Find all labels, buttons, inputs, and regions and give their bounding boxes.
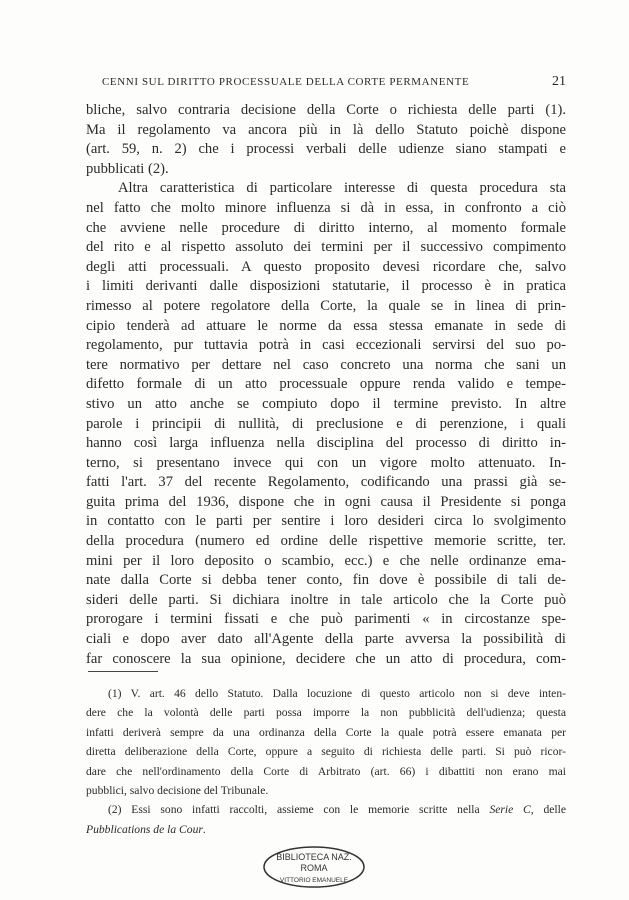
stamp-line2: ROMA [300, 863, 328, 873]
footnote-italic: Serie C, [489, 803, 534, 817]
footnote-1 [86, 684, 566, 800]
text-line: tere normativo per dettare nel caso concreto una norma che sani un [86, 356, 566, 373]
text-line: terno, si presentano invece qui con un vigore molto attenuato. In- [86, 454, 566, 471]
text-line: degli atti processuali. A questo proposito devesi ricordare che, salvo [86, 258, 566, 275]
text-line: del rito e al rispetto assoluto dei termini per il successivo compimento [86, 239, 566, 256]
text-line: sideri delle parti. Si dichiara inoltre in tale articolo che la Corte può [86, 591, 566, 608]
text-line: parole i principii di nullità, di preclusione e di perenzione, i quali [86, 415, 566, 432]
text-line: rimesso al potere regolatore della Corte, la quale se in linea di prin- [86, 297, 566, 314]
footnote-line: infatti deriverà sempre da una ordinanza della Corte la quale potrà essere emanata per [86, 725, 566, 739]
page-number: 21 [552, 74, 566, 89]
footnote-line [86, 800, 566, 819]
footnote-text: delle [533, 803, 566, 817]
text-line: Altra caratteristica di particolare interesse di questa procedura sta [118, 180, 566, 197]
stamp-line3: VITTORIO EMANUELE [279, 877, 349, 884]
footnote-separator [88, 671, 158, 672]
footnote-2 [86, 800, 566, 839]
footnote-line: diretta deliberazione della Corte, oppure a seguito di richiesta delle parti. Si può ricor- [86, 745, 566, 759]
text-line: hanno così larga influenza nella disciplina del processo di diritto in- [86, 435, 566, 452]
footnote-line: pubblici, salvo decisione del Tribunale. [86, 783, 269, 797]
footnotes [86, 684, 566, 839]
footnote-italic: Pubblications de la Cour [86, 822, 203, 836]
stamp-line1: BIBLIOTECA NAZ. [276, 852, 352, 862]
text-line: far conoscere la sua opinione, decidere che un atto di procedura, com- [86, 650, 566, 667]
text-line: i limiti derivanti dalle disposizioni statutarie, il processo è in pratica [86, 278, 566, 295]
footnote-text: (2) Essi sono infatti raccolti, assieme con le memorie scritte nella [108, 803, 490, 817]
text-line: guita prima del 1936, dispone che in ogni causa il Presidente si ponga [86, 493, 566, 510]
text-line: pubblicati (2). [86, 160, 169, 177]
text-line: difetto formale di un atto processuale oppure renda valido e tempe- [86, 376, 566, 393]
text-line: in contatto con le parti per sentire i loro desideri circa lo svolgimento [86, 513, 566, 530]
text-line: fatti l'art. 37 del recente Regolamento, codificando una prassi già se- [86, 474, 566, 491]
text-line: stivo un atto anche se compiuto dopo il termine previsto. In altre [86, 395, 566, 412]
library-stamp [262, 845, 366, 889]
footnote-line: dare che nell'ordinamento della Corte di Arbitrato (art. 66) i dibattiti non erano mai [86, 764, 566, 778]
text-line: Ma il regolamento va ancora più in là dello Statuto poichè dispone [86, 121, 566, 138]
text-line: che avviene nelle procedure di diritto interno, al momento formale [86, 219, 566, 236]
text-line: ciali e dopo aver dato all'Agente della parte avversa la possibilità di [86, 631, 566, 648]
text-line: (art. 59, n. 2) che i processi verbali delle udienze siano stampati e [86, 141, 566, 158]
footnote-text: . [202, 822, 206, 836]
text-line: nate dalla Corte si debba tener conto, fin dove è possibile di tali de- [86, 572, 566, 589]
text-line: prorogare i termini fissati e che può parimenti « in circostanze spe- [86, 611, 566, 628]
text-line: bliche, salvo contraria decisione della Corte o richiesta delle parti (1). [86, 102, 566, 118]
footnote-line [86, 820, 566, 839]
text-line: della procedura (numero ed ordine delle rispettive memorie scritte, ter. [86, 533, 566, 550]
body-text [86, 101, 566, 669]
footnote-line: (1) V. art. 46 dello Statuto. Dalla locuzione di questo articolo non si deve inten- [108, 687, 566, 700]
text-line: cipio tenderà ad attuare le norme da essa stessa emanate in sede di [86, 317, 566, 334]
text-line: nel fatto che molto minore influenza si dà in essa, in confronto a ciò [86, 199, 566, 216]
text-line: regolamento, pur tuttavia potrà in casi eccezionali servirsi del suo po- [86, 337, 566, 354]
running-header [86, 76, 566, 94]
running-title: CENNI SUL DIRITTO PROCESSUALE DELLA CORTE PERMANENTE [102, 76, 470, 88]
text-line: mini per il loro deposito o scambio, ecc.) e che nelle ordinanze ema- [86, 552, 566, 569]
footnote-line: dere che la volontà delle parti possa imporre la non pubblicità dell'udienza; questa [86, 706, 566, 720]
